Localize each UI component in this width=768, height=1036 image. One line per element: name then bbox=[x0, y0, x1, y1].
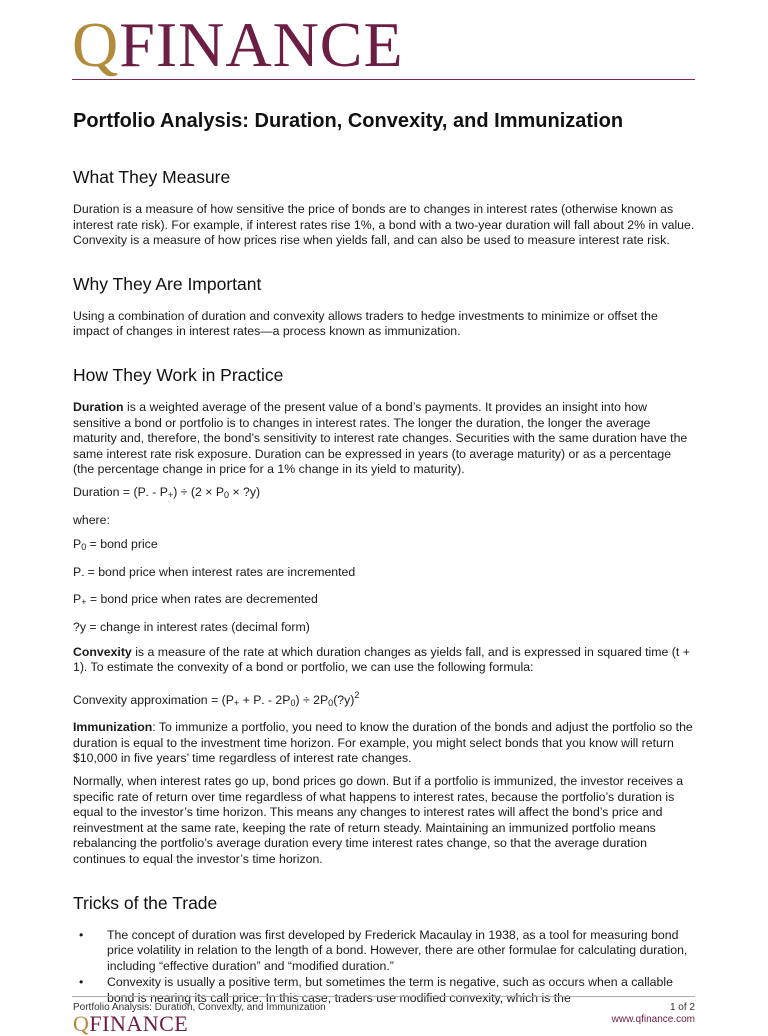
where-label: where: bbox=[73, 512, 110, 527]
def-text: = bond price when rates are decremented bbox=[86, 592, 318, 607]
def-symbol: P bbox=[73, 592, 82, 607]
def-text: = change in interest rates (decimal form) bbox=[86, 619, 310, 634]
qfinance-logo bbox=[72, 9, 404, 80]
duration-paragraph bbox=[73, 400, 695, 478]
logo-finance: FINANCE bbox=[119, 9, 404, 80]
formula-part: Duration = (P bbox=[73, 484, 146, 499]
logo-q: Q bbox=[72, 9, 120, 80]
definition-dy bbox=[73, 620, 695, 636]
formula-part: Convexity approximation = (P bbox=[73, 692, 234, 707]
heading-tricks-of-the-trade: Tricks of the Trade bbox=[73, 892, 218, 913]
definition-p0 bbox=[73, 537, 695, 556]
formula-subscript: 0 bbox=[224, 489, 230, 500]
formula-part: × ?y) bbox=[229, 484, 261, 499]
def-symbol: ?y bbox=[73, 619, 86, 634]
footer-url-link[interactable]: www.qfinance.com bbox=[611, 1014, 695, 1025]
important-paragraph: Using a combination of duration and convexity allows traders to hedge investments to minimize or offset the impact of changes in interest rates—a process known as immunization. bbox=[73, 308, 658, 339]
immunization-text: : To immunize a portfolio, you need to know the duration of the bonds and adjust the portfolio so the duration is equal to the investment time horizon. For example, you might select bonds that you know will return $10,000 in five years’ time regardless of interest rate changes. bbox=[73, 720, 693, 766]
page-title: Portfolio Analysis: Duration, Convexity, and Immunization bbox=[73, 110, 624, 132]
list-item bbox=[73, 928, 695, 975]
tricks-list bbox=[73, 928, 695, 1007]
def-text: = bond price bbox=[86, 537, 158, 552]
duration-formula bbox=[73, 485, 695, 504]
formula-superscript: 2 bbox=[354, 689, 360, 700]
list-item-text: The concept of duration was first developed by Frederick Macaulay in 1938, as a tool for measuring bond price volatility in relation to the length of a bond. However, there are other formulae for calculating duration, including “effective duration” and “modified duration.” bbox=[107, 927, 688, 973]
bullet-icon: • bbox=[79, 927, 84, 942]
measure-paragraph: Duration is a measure of how sensitive the price of bonds are to changes in interest rates (otherwise known as interest rate risk). For example, if interest rates rise 1%, a bond with a two-year duration will fall about 2% in value. Convexity is a measure of how prices rise when yields fall, and can also be used to measure interest rate risk. bbox=[73, 202, 695, 248]
convexity-text: is a measure of the rate at which duration changes as yields fall, and is expressed in squared time (t + 1). To estimate the convexity of a bond or portfolio, we can use the following formula: bbox=[73, 644, 690, 675]
convexity-term: Convexity bbox=[73, 644, 132, 659]
normally-paragraph: Normally, when interest rates go up, bond prices go down. But if a portfolio is immunized, the investor receives a specific rate of return over time regardless of what happens to interest rates, because the portfolio’s duration is equal to the investor’s time horizon. This means any changes to interest rates will affect the bond’s price and reinvestment at the same rate, keeping the rate of return steady. Maintaining an immunized portfolio means rebalancing the portfolio’s average duration every time interest rates change, so that the average duration continues to equal the investor’s time horizon. bbox=[73, 774, 684, 867]
formula-part: (?y) bbox=[333, 692, 355, 707]
formula-subscript: + bbox=[167, 489, 174, 500]
immunization-paragraph bbox=[73, 720, 695, 767]
def-subscript: + bbox=[81, 597, 87, 608]
footer-logo-finance: FINANCE bbox=[89, 1011, 189, 1036]
formula-part: + P bbox=[239, 692, 262, 707]
page-number: 1 of 2 bbox=[669, 1002, 695, 1013]
list-item-text: Convexity is usually a positive term, but sometimes the term is negative, such as occurs when a callable bond is nearing its call price. In this case, traders use modified convexity, which is the bbox=[107, 975, 673, 1005]
immunization-term: Immunization bbox=[73, 720, 153, 735]
def-symbol: P bbox=[73, 564, 82, 579]
heading-how-they-work: How They Work in Practice bbox=[73, 364, 284, 385]
formula-subscript: + bbox=[233, 697, 240, 708]
formula-part: - 2P bbox=[264, 692, 291, 707]
def-subscript: 0 bbox=[81, 542, 87, 553]
formula-part: ) ÷ (2 × P bbox=[173, 484, 225, 499]
footer-logo-q: Q bbox=[73, 1011, 90, 1036]
article-body bbox=[73, 108, 695, 1008]
heading-why-important: Why They Are Important bbox=[73, 273, 262, 294]
def-text: = bond price when interest rates are incremented bbox=[84, 564, 356, 579]
heading-what-they-measure: What They Measure bbox=[73, 167, 231, 187]
convexity-paragraph bbox=[73, 645, 695, 676]
formula-subscript: - bbox=[145, 489, 149, 500]
formula-part: ) ÷ 2P bbox=[295, 692, 329, 707]
footer-logo bbox=[73, 1013, 188, 1035]
formula-subscript: 0 bbox=[290, 697, 296, 708]
duration-text: is a weighted average of the present value of a bond’s payments. It provides an insight into how sensitive a bond or portfolio is to changes in interest rates. The longer the duration, the longer the average maturity and, therefore, the bond’s sensitivity to interest rate changes. Securities with the same duration have the same interest rate risk exposure. Duration can be expressed in years (to average maturity) or as a percentage (the percentage change in price for a 1% change in its yield to maturity). bbox=[73, 399, 688, 477]
formula-part: - P bbox=[148, 484, 168, 499]
definition-p-minus bbox=[73, 565, 695, 584]
header-divider bbox=[72, 79, 695, 80]
duration-term: Duration bbox=[73, 399, 124, 414]
formula-subscript: - bbox=[261, 697, 265, 708]
bullet-icon: • bbox=[79, 975, 84, 990]
def-symbol: P bbox=[73, 537, 82, 552]
definition-p-plus bbox=[73, 592, 695, 611]
footer-divider bbox=[72, 996, 695, 997]
convexity-formula bbox=[73, 688, 695, 712]
def-subscript: - bbox=[81, 569, 85, 580]
formula-subscript: 0 bbox=[328, 697, 334, 708]
footer-title: Portfolio Analysis: Duration, Convexity, and Immunization bbox=[73, 1002, 326, 1013]
